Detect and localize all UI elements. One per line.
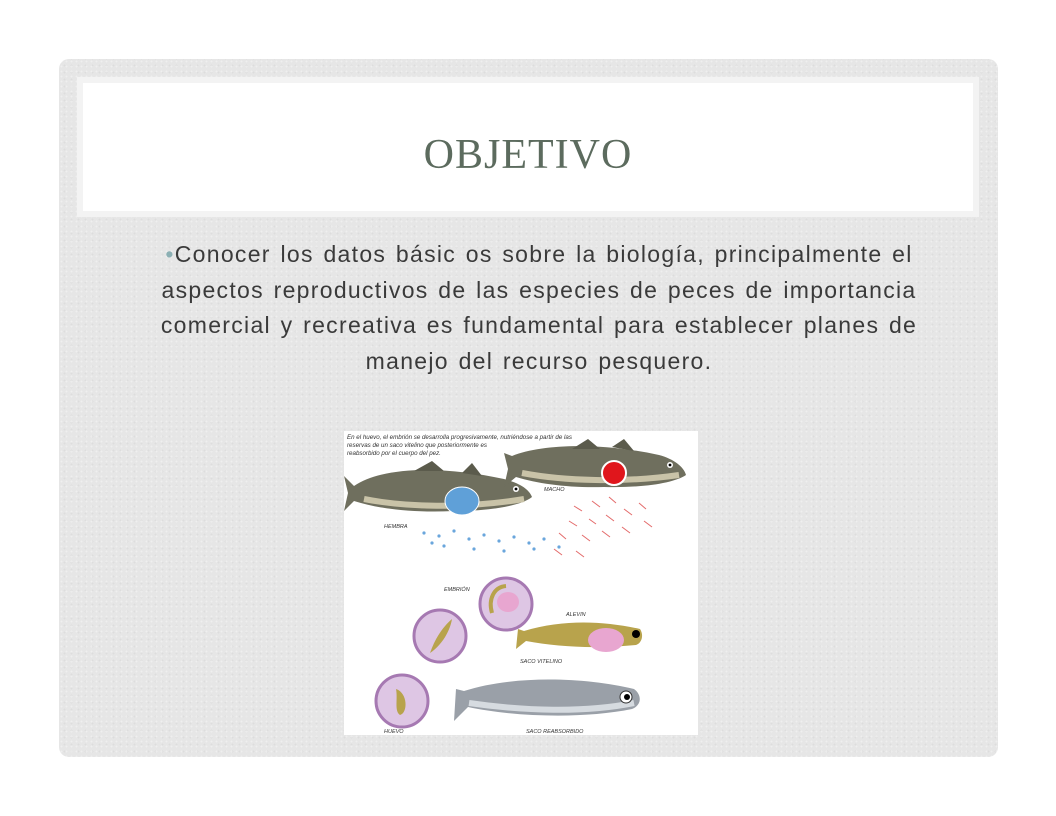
bullet-marker: •: [165, 241, 175, 267]
fish-lifecycle-illustration: [344, 431, 698, 735]
label-saco-vitelino: SACO VITELINO: [520, 659, 563, 665]
label-macho: MACHO: [544, 487, 565, 493]
label-embrion: EMBRIÓN: [444, 587, 470, 593]
figure-caption-line-1: En el huevo, el embrión se desarrolla progresivamente, nutriéndose a partir de las: [347, 434, 572, 441]
label-huevo: HUEVO: [384, 729, 404, 735]
bullet-text: Conocer los datos básic os sobre la biología, principalmente el aspectos reproductivos de las especies de peces de importancia comercial y recreativa es fundamental para establecer planes de manejo del recurso pesquero.: [160, 241, 918, 374]
label-saco-reabsorbido: SACO REABSORBIDO: [526, 729, 584, 735]
label-alevin: ALEVIN: [566, 612, 586, 618]
figure-caption-line-3: reabsorbido por el cuerpo del pez.: [347, 450, 441, 457]
bullet-paragraph: [149, 237, 929, 379]
larva-stage: [414, 610, 466, 662]
label-hembra: HEMBRA: [384, 524, 408, 530]
figure-caption-line-2: reservas de un saco vitelino que posteriormente es: [347, 442, 487, 449]
slide: [59, 59, 998, 757]
slide-title: OBJETIVO: [423, 132, 633, 178]
fish-reproduction-figure: [344, 431, 698, 735]
title-box: [77, 77, 979, 217]
